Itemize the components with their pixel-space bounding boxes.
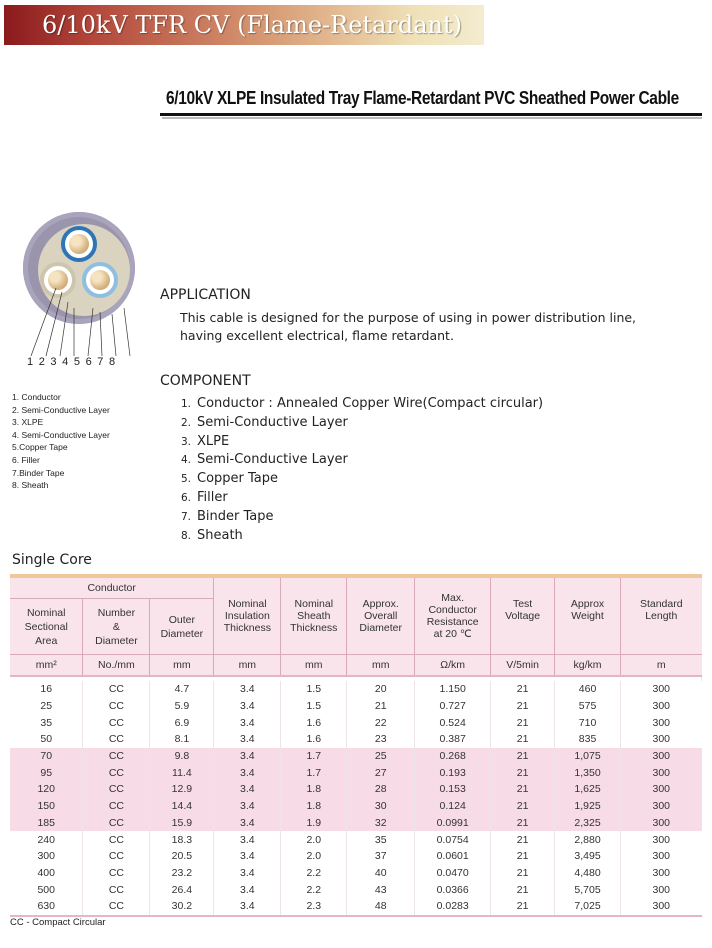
table-cell: 300 [652,716,671,729]
table-cell: 0.0283 [415,898,491,916]
table-cell: 1,350 [555,764,621,781]
table-row [10,798,702,815]
table-cell: 300 [621,764,702,781]
table-cell: 21 [491,698,555,715]
table-cell: 32 [347,815,415,832]
table-cell: 4.7 [150,681,214,698]
table-cell: 3.4 [214,815,281,832]
legend-item: 3. XLPE [12,417,44,428]
table-cell: 21 [491,848,555,865]
diagram-legend [12,391,110,492]
unit-cell: mm [347,655,415,677]
table-row [10,815,702,832]
table-cell: 300 [652,883,671,896]
unit-cell: No./mm [83,655,150,677]
table-cell: 21 [491,815,555,832]
table-cell: 21 [491,881,555,898]
component-label: Semi-Conductive Layer [197,452,348,468]
table-cell: 2.2 [281,881,347,898]
subtitle-underline [160,113,702,116]
table-cell: 835 [555,731,621,748]
table-cell: 2,325 [555,815,621,832]
application-line: having excellent electrical, flame retardant. [180,328,454,343]
header-overall: Approx. Overall Diameter [347,578,415,655]
header-length: Standard Length [621,578,702,655]
component-number: 3. [181,435,192,448]
table-cell: 21 [491,681,555,698]
component-item [181,451,543,470]
component-number: 6. [181,491,192,504]
table-cell: 0.268 [415,748,491,765]
table-cell: 21 [491,764,555,781]
table-cell: 16 [10,681,83,698]
table-cell: CC [83,681,150,698]
table-cell: 630 [10,898,83,916]
table-cell: 0.0601 [415,848,491,865]
table-cell: 3.4 [214,831,281,848]
table-cell: CC [83,714,150,731]
application-line: This cable is designed for the purpose of using in power distribution line, [180,310,637,325]
table-cell: 25 [10,698,83,715]
table-cell: 150 [10,798,83,815]
table-row [10,831,702,848]
table-cell: 40 [347,865,415,882]
page-subtitle: 6/10kV XLPE Insulated Tray Flame-Retardant PVC Sheathed Power Cable [166,88,679,108]
table-cell: 2.0 [281,848,347,865]
table-cell: 21 [491,865,555,882]
header-voltage: Test Voltage [491,578,555,655]
legend-item: 8. Sheath [12,480,49,491]
table-cell: 5,705 [555,881,621,898]
table-cell: 26.4 [150,881,214,898]
table-cell: CC [83,798,150,815]
component-number: 7. [181,510,192,523]
component-list [181,395,543,545]
table-cell: 22 [347,714,415,731]
table-cell: 48 [347,898,415,916]
table-cell: 4,480 [555,865,621,882]
table-cell: 3.4 [214,731,281,748]
component-item [181,395,543,414]
table-cell: 1,075 [555,748,621,765]
component-label: Conductor : Annealed Copper Wire(Compact circular) [197,396,544,411]
header-number: Number & Diameter [83,599,150,655]
table-cell: 0.153 [415,781,491,798]
table-cell: 23.2 [150,865,214,882]
table-cell: 300 [652,866,671,879]
component-item [181,414,543,433]
table-cell: 11.4 [150,764,214,781]
component-number: 5. [181,473,192,486]
header-insulation: Nominal Insulation Thickness [214,578,281,655]
table-cell: 21 [491,831,555,848]
table-cell: 575 [555,698,621,715]
table-cell: 0.0366 [415,881,491,898]
table-cell: 21 [491,781,555,798]
table-cell: 20.5 [150,848,214,865]
table-row [10,865,702,882]
table-cell: CC [83,698,150,715]
table-cell: 0.193 [415,764,491,781]
table-cell: 2.3 [281,898,347,916]
table-cell: 43 [347,881,415,898]
component-label: Copper Tape [197,471,279,487]
table-cell: 1.6 [281,714,347,731]
table-cell: 0.0754 [415,831,491,848]
spec-table [10,578,702,917]
table-cell: 3.4 [214,798,281,815]
component-label: XLPE [197,433,230,449]
table-cell: 35 [347,831,415,848]
unit-cell: mm² [10,655,83,677]
table-cell: 30.2 [150,898,214,916]
table-cell: 6.9 [150,714,214,731]
table-cell: 21 [491,898,555,916]
table-cell: 3.4 [214,698,281,715]
component-label: Semi-Conductive Layer [197,414,348,430]
component-label: Sheath [197,527,243,543]
unit-cell: m [621,655,702,677]
table-cell: 300 [621,798,702,815]
unit-cell: mm [281,655,347,677]
table-cell: 1.8 [281,781,347,798]
spec-table-body [10,681,702,916]
unit-cell: mm [214,655,281,677]
table-row [10,781,702,798]
legend-item: 2. Semi-Conductive Layer [12,404,110,415]
header-resistance: Max. Conductor Resistance at 20 ℃ [415,578,491,655]
component-item [181,508,543,527]
table-row [10,881,702,898]
table-cell: 12.9 [150,781,214,798]
table-cell: 14.4 [150,798,214,815]
table-row [10,898,702,916]
table-cell: 2.2 [281,865,347,882]
table-cell: 0.124 [415,798,491,815]
table-cell: 3.4 [214,848,281,865]
table-cell: 2,880 [555,831,621,848]
component-number: 8. [181,529,192,542]
table-cell: 3.4 [214,764,281,781]
table-row [10,714,702,731]
conductor-group-header: Conductor [10,578,214,599]
table-row [10,748,702,765]
table-cell: 21 [491,798,555,815]
table-cell: 3.4 [214,781,281,798]
legend-item: 4. Semi-Conductive Layer [12,429,110,440]
table-cell: 300 [652,833,671,846]
table-cell: 400 [10,865,83,882]
table-cell: 300 [621,748,702,765]
table-cell: 21 [491,714,555,731]
table-footnote: CC - Compact Circular [10,917,106,928]
table-cell: CC [83,898,150,916]
table-cell: 300 [652,850,671,863]
component-item [181,470,543,489]
table-cell: CC [83,748,150,765]
table-row [10,848,702,865]
table-cell: 0.727 [415,698,491,715]
table-cell: 710 [555,714,621,731]
table-cell: 1.7 [281,748,347,765]
table-cell: 21 [491,748,555,765]
component-number: 2. [181,416,192,429]
unit-cell: mm [150,655,214,677]
table-cell: CC [83,881,150,898]
table-cell: 50 [10,731,83,748]
table-cell: 3.4 [214,898,281,916]
table-cell: 3,495 [555,848,621,865]
table-cell: 300 [652,733,671,746]
table-cell: 28 [347,781,415,798]
table-cell: 25 [347,748,415,765]
table-cell: 1.8 [281,798,347,815]
component-number: 1. [181,398,192,410]
subtitle-underline-shadow [162,117,702,119]
header-weight: Approx Weight [555,578,621,655]
component-item [181,489,543,508]
table-cell: CC [83,848,150,865]
legend-item: 1. Conductor [12,392,61,402]
component-label: Filler [197,489,228,505]
table-cell: 3.4 [214,881,281,898]
table-cell: 500 [10,881,83,898]
table-cell: 0.0991 [415,815,491,832]
table-cell: 1.6 [281,731,347,748]
table-cell: 1.5 [281,681,347,698]
table-cell: CC [83,731,150,748]
table-cell: 37 [347,848,415,865]
table-cell: 21 [491,731,555,748]
unit-cell: kg/km [555,655,621,677]
unit-cell: V/5min [491,655,555,677]
table-cell: 95 [10,764,83,781]
table-cell: 1.5 [281,698,347,715]
table-cell: 15.9 [150,815,214,832]
table-cell: 460 [555,681,621,698]
table-cell: 8.1 [150,731,214,748]
application-text [180,309,636,345]
table-cell: 300 [10,848,83,865]
table-cell: 3.4 [214,681,281,698]
diagram-leader-lines [18,210,143,360]
component-heading: COMPONENT [160,373,251,389]
table-cell: 240 [10,831,83,848]
application-heading: APPLICATION [160,287,251,303]
table-cell: 3.4 [214,748,281,765]
table-cell: 0.387 [415,731,491,748]
table-cell: CC [83,815,150,832]
table-cell: 300 [652,683,671,696]
table-cell: 30 [347,798,415,815]
component-label: Binder Tape [197,508,274,524]
header-area: Nominal Sectional Area [10,599,83,655]
table-cell: 300 [621,815,702,832]
table-cell: 1.9 [281,815,347,832]
table-cell: 0.524 [415,714,491,731]
table-cell: CC [83,831,150,848]
table-cell: 0.0470 [415,865,491,882]
table-row [10,731,702,748]
table-cell: 70 [10,748,83,765]
table-row [10,681,702,698]
table-cell: 2.0 [281,831,347,848]
header-outer: Outer Diameter [150,599,214,655]
table-cell: 5.9 [150,698,214,715]
diagram-part-numbers: 12345678 [27,356,121,368]
table-cell: 185 [10,815,83,832]
component-item [181,527,543,546]
table-cell: 1,625 [555,781,621,798]
table-cell: 1.7 [281,764,347,781]
legend-item: 6. Filler [12,454,40,465]
table-cell: 120 [10,781,83,798]
table-row [10,698,702,715]
cable-cross-section-diagram [18,210,143,375]
table-cell: 18.3 [150,831,214,848]
table-cell: 27 [347,764,415,781]
component-item [181,433,543,452]
table-cell: CC [83,764,150,781]
unit-cell: Ω/km [415,655,491,677]
header-sheath: Nominal Sheath Thickness [281,578,347,655]
component-number: 4. [181,454,192,467]
table-cell: 21 [347,698,415,715]
banner-title: 6/10kV TFR CV (Flame-Retardant) [42,11,462,39]
table-cell: 20 [347,681,415,698]
table-section-title: Single Core [12,552,92,568]
table-cell: CC [83,781,150,798]
table-cell: 35 [10,714,83,731]
table-cell: 300 [621,781,702,798]
table-row [10,764,702,781]
table-cell: 300 [621,898,702,916]
title-banner [4,5,484,45]
table-cell: 300 [652,700,671,713]
table-cell: 3.4 [214,714,281,731]
table-cell: CC [83,865,150,882]
table-cell: 9.8 [150,748,214,765]
table-cell: 23 [347,731,415,748]
table-cell: 7,025 [555,898,621,916]
legend-item: 7.Binder Tape [12,467,65,478]
table-cell: 1,925 [555,798,621,815]
table-cell: 3.4 [214,865,281,882]
table-cell: 1.150 [415,681,491,698]
legend-item: 5.Copper Tape [12,442,68,453]
